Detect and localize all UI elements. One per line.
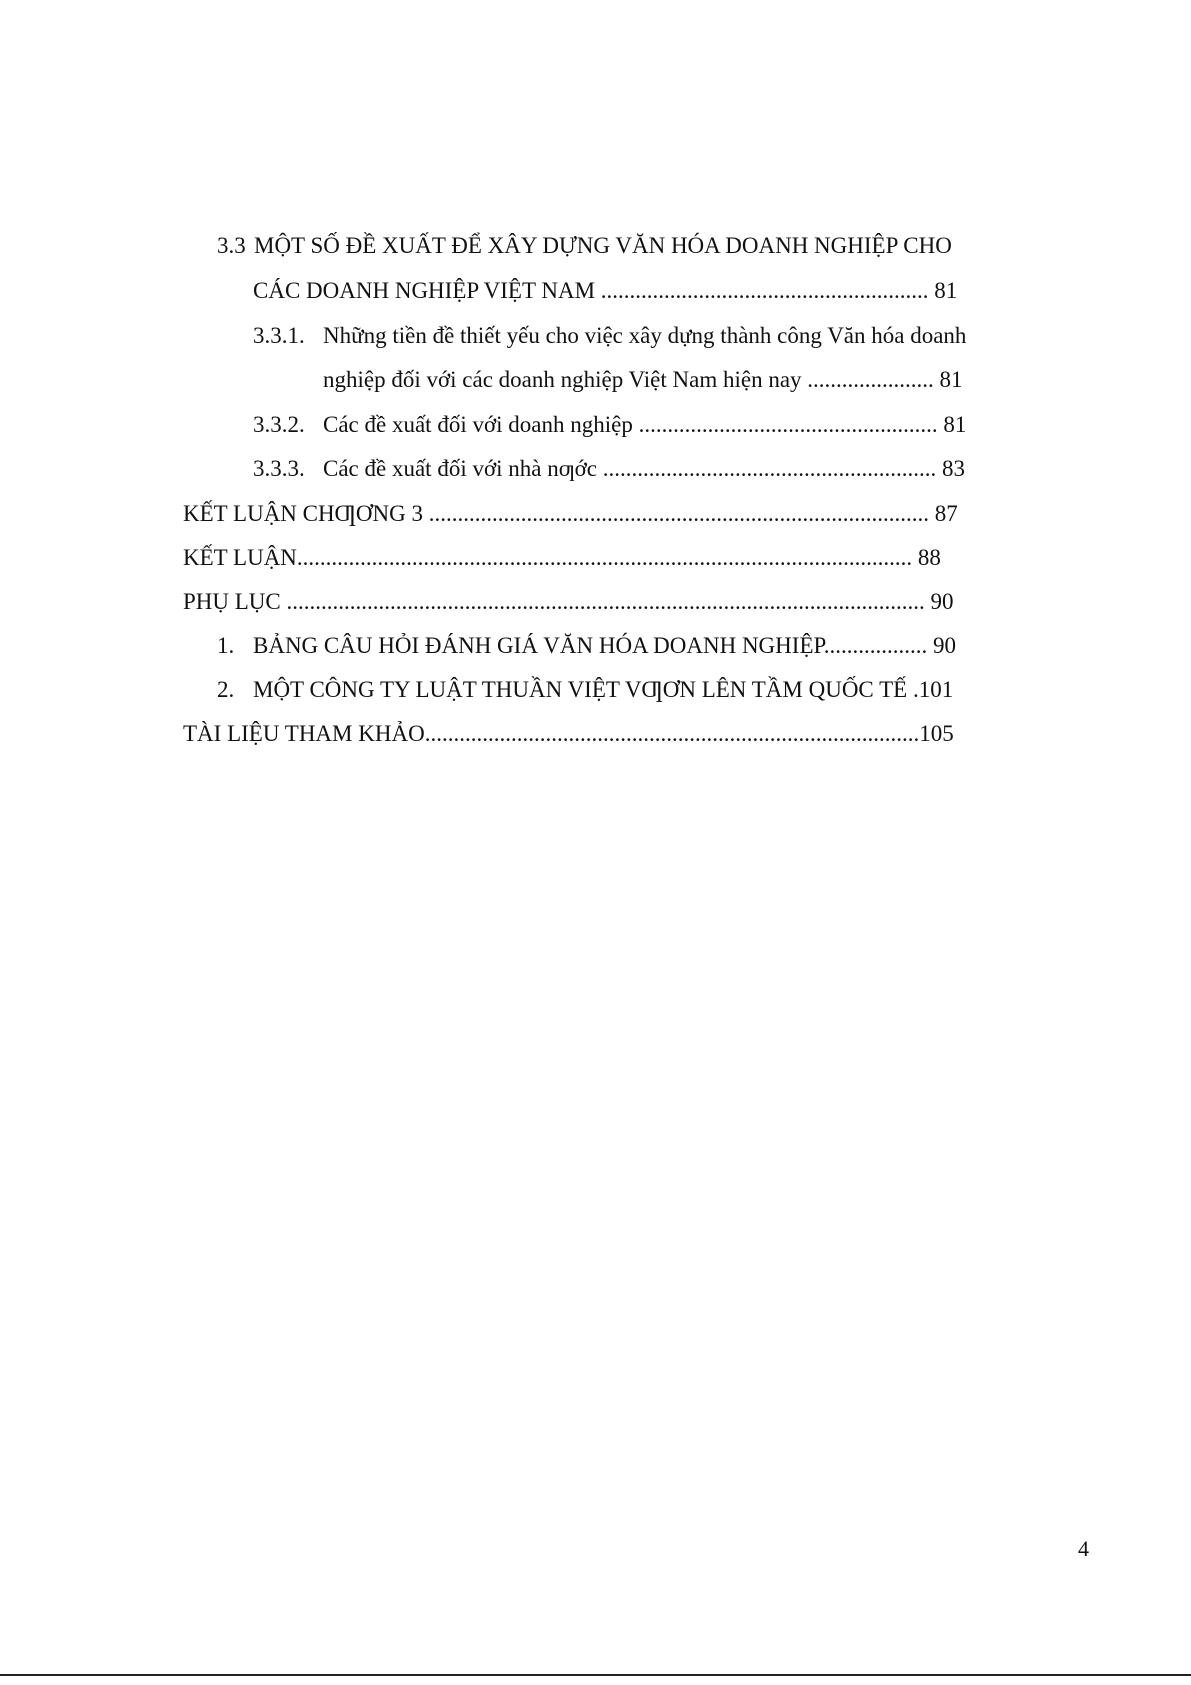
toc-entry-tai-lieu-tham-khao[interactable]: [183, 714, 1053, 754]
toc-entry-number: 3.3.2.: [253, 412, 305, 437]
toc-entry-title: BẢNG CÂU HỎI ĐÁNH GIÁ VĂN HÓA DOANH NGHIỆP: [253, 633, 824, 658]
toc-entry-leader: .........................................................: [600, 278, 929, 303]
toc-entry-3-3-1-cont[interactable]: [323, 360, 1043, 400]
toc-entry-3-3-2[interactable]: [253, 405, 1043, 445]
toc-entry-number: 3.3.1.: [253, 323, 305, 348]
toc-entry-title: MỘT CÔNG TY LUẬT THUẦN VIỆT VƢƠN LÊN TẦM QUỐC TẾ .101: [253, 677, 954, 702]
toc-entry-leader: ...........................................................................................................: [296, 545, 913, 570]
toc-entry-leader: ....................................................: [638, 412, 938, 437]
toc-entry-title: nghiệp đối với các doanh nghiệp Việt Nam hiện nay: [323, 367, 808, 392]
toc-entry-page: 90: [927, 633, 956, 658]
toc-entry-page: 105: [919, 721, 954, 746]
toc-entry-page: 90: [924, 589, 954, 614]
toc-entry-title: Các đề xuất đối với doanh nghiệp: [323, 412, 639, 437]
toc-entry-leader: ......................................................................................: [424, 721, 920, 746]
toc-entry-number: 2.: [217, 677, 235, 702]
toc-entry-title: TÀI LIỆU THAM KHẢO: [183, 721, 425, 746]
toc-entry-phu-luc[interactable]: [183, 582, 1063, 622]
toc-entry-title: KẾT LUẬN: [183, 545, 297, 570]
page-number: 4: [1078, 1536, 1089, 1561]
toc-entry-leader: ......................: [807, 367, 934, 392]
toc-entry-title: CÁC DOANH NGHIỆP VIỆT NAM: [253, 278, 601, 303]
toc-entry-page: 83: [936, 456, 965, 481]
toc-entry-number: 1.: [217, 633, 235, 658]
toc-entry-page: 81: [933, 367, 963, 392]
toc-entry-page: 87: [928, 501, 958, 526]
toc-entry-number: 3.3: [217, 233, 246, 258]
toc-entry-page: 81: [928, 278, 958, 303]
toc-entry-leader: ..........................................................: [602, 456, 937, 481]
toc-entry-3-3-1[interactable]: [253, 316, 1063, 356]
bottom-divider: [0, 1674, 1191, 1676]
toc-entry-page: 81: [937, 412, 967, 437]
toc-entry-3-3-cont[interactable]: [253, 271, 1053, 311]
toc-entry-appendix-1[interactable]: [217, 626, 1047, 666]
toc-entry-ket-luan[interactable]: [183, 538, 1063, 578]
toc-entry-title: Các đề xuất đối với nhà nƣớc: [323, 456, 603, 481]
toc-entry-appendix-2[interactable]: [217, 670, 1057, 710]
toc-entry-title: PHỤ LỤC: [183, 589, 287, 614]
toc-entry-ket-luan-chuong-3[interactable]: [183, 494, 1053, 534]
toc-entry-3-3[interactable]: [217, 226, 1037, 266]
toc-entry-title: KẾT LUẬN CHƢƠNG 3: [183, 501, 429, 526]
toc-entry-3-3-3[interactable]: [253, 449, 1053, 489]
toc-entry-number: 3.3.3.: [253, 456, 305, 481]
toc-entry-page: 88: [912, 545, 941, 570]
toc-entry-title: Những tiền đề thiết yếu cho việc xây dựng thành công Văn hóa doanh: [323, 323, 967, 348]
toc-entry-leader: ..................: [823, 633, 928, 658]
toc-entry-leader: ...............................................................................................................: [286, 589, 925, 614]
toc-entry-title: MỘT SỐ ĐỀ XUẤT ĐỂ XÂY DỰNG VĂN HÓA DOANH NGHIỆP CHO: [254, 233, 952, 258]
toc-entry-leader: .......................................................................................: [428, 501, 929, 526]
